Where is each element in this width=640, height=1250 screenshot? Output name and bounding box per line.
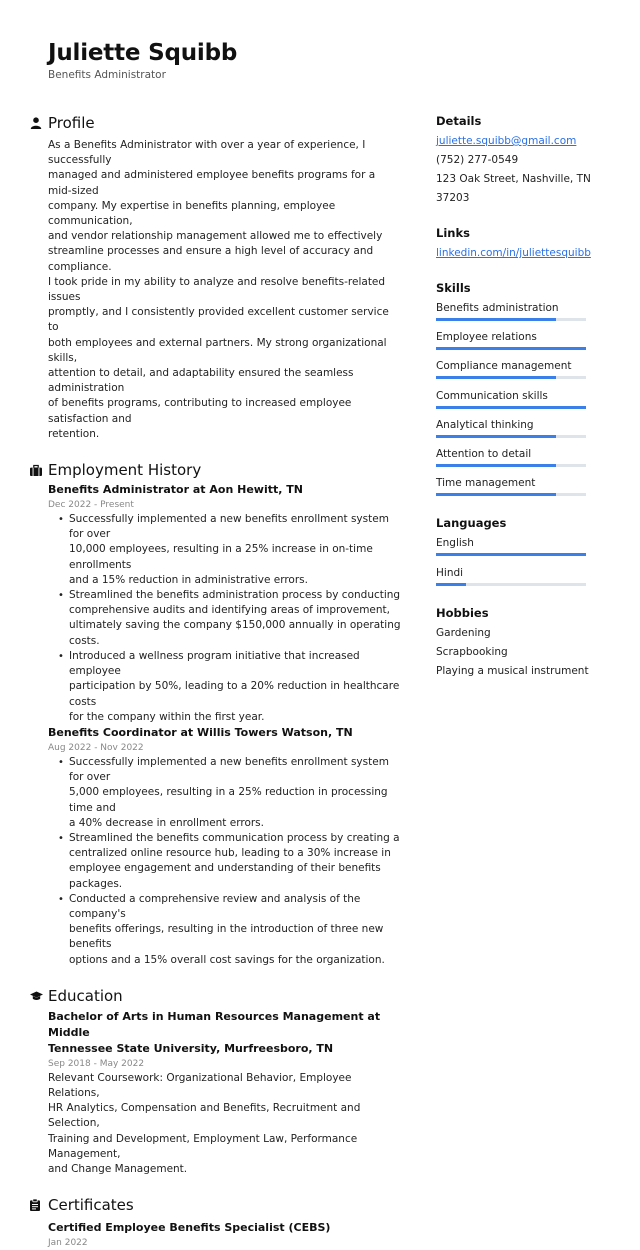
- degree-title-line-2: Tennessee State University, Murfreesboro, TN: [48, 1041, 334, 1055]
- language-label: English: [436, 537, 474, 550]
- skill-level-bar: [436, 406, 586, 409]
- job-bullet-line: benefits offerings, resulting in the introduction of three new benefits: [69, 923, 384, 951]
- education-heading: [30, 985, 402, 1007]
- profile-line: As a Benefits Administrator with over a year of experience, I successfully: [48, 139, 366, 167]
- job-bullet: [58, 649, 402, 725]
- skill-label: Attention to detail: [436, 447, 532, 460]
- person-icon: [30, 116, 48, 130]
- clipboard-icon: [30, 1198, 48, 1212]
- job-bullet: [58, 755, 402, 831]
- job-bullet-line: • Streamlined the benefits communication process by creating a: [69, 831, 400, 844]
- profile-line: promptly, and I consistently provided excellent customer service to: [48, 306, 389, 334]
- job-bullets: [58, 512, 402, 725]
- job-bullet: [58, 831, 402, 892]
- email-link[interactable]: juliette.squibb@gmail.com: [436, 135, 577, 147]
- skill-label: Communication skills: [436, 389, 548, 402]
- certificate-entry: [48, 1220, 402, 1250]
- job-bullet-line: • Introduced a wellness program initiative that increased employee: [69, 649, 360, 678]
- profile-heading-text: Profile: [48, 114, 95, 132]
- job-bullets: [58, 755, 402, 968]
- job-bullet-line: participation by 50%, leading to a 20% reduction in healthcare costs: [69, 680, 400, 708]
- profile-heading: [30, 112, 402, 134]
- skill-item: [436, 416, 616, 445]
- job-bullet-line: employee engagement and understanding of their benefits packages.: [69, 862, 381, 890]
- phone-number: (752) 277-0549: [436, 154, 519, 166]
- skill-label: Analytical thinking: [436, 418, 534, 431]
- job-bullet: [58, 588, 402, 649]
- education-description: [48, 1071, 402, 1177]
- job-bullet-line: • Conducted a comprehensive review and analysis of the company's: [69, 892, 361, 920]
- job-bullet-line: options and a 15% overall cost savings for the organization.: [69, 953, 385, 966]
- candidate-title: Benefits Administrator: [48, 69, 166, 81]
- hobbies-list: [436, 624, 616, 681]
- details-section: [436, 112, 616, 208]
- job-bullet-line: comprehensive audits and identifying areas of improvement,: [69, 604, 390, 617]
- profile-line: and vendor relationship management allowed me to effectively: [48, 230, 383, 243]
- certificates-heading: [30, 1194, 402, 1216]
- skill-item: [436, 387, 616, 416]
- employment-heading: [30, 459, 402, 481]
- profile-text: [48, 138, 402, 442]
- job-dates: Aug 2022 - Nov 2022: [48, 742, 144, 753]
- certificates-section: [30, 1194, 402, 1250]
- education-line: HR Analytics, Compensation and Benefits, Recruitment and Selection,: [48, 1102, 361, 1130]
- degree-title-line-1: Bachelor of Arts in Human Resources Management at Middle: [48, 1009, 381, 1039]
- skill-item: [436, 357, 616, 386]
- skills-section: [436, 280, 616, 503]
- skill-level-bar: [436, 376, 586, 379]
- skill-item: [436, 328, 616, 357]
- certificates-heading-text: Certificates: [48, 1196, 134, 1215]
- profile-line: I took pride in my ability to analyze and resolve benefits-related issues: [48, 275, 386, 304]
- education-entry: [48, 1009, 402, 1177]
- skill-item: [436, 474, 616, 503]
- skill-level-fill: [436, 435, 556, 438]
- jobs-list: [48, 482, 402, 968]
- skill-item: [436, 299, 616, 328]
- details-heading: Details: [436, 114, 482, 128]
- sidebar-column: [436, 112, 616, 681]
- language-item: [436, 534, 616, 563]
- education-line: Training and Development, Employment Law, Performance Management,: [48, 1132, 358, 1160]
- skill-level-fill: [436, 376, 556, 379]
- employment-heading-text: Employment History: [48, 461, 202, 480]
- profile-line: both employees and external partners. My strong organizational skills,: [48, 336, 387, 364]
- skill-level-fill: [436, 493, 556, 496]
- job-bullet-line: for the company within the first year.: [69, 710, 265, 723]
- job-title: Benefits Coordinator at Willis Towers Watson, TN: [48, 725, 353, 739]
- education-dates: Sep 2018 - May 2022: [48, 1058, 145, 1069]
- hobby-item: Gardening: [436, 626, 491, 639]
- job-bullet-line: centralized online resource hub, leading to a 30% increase in: [69, 847, 391, 860]
- skill-level-fill: [436, 464, 556, 467]
- candidate-name: Juliette Squibb: [48, 40, 238, 66]
- profile-section: [30, 112, 402, 442]
- job-bullet-line: • Successfully implemented a new benefits enrollment system for over: [69, 755, 389, 784]
- skill-label: Benefits administration: [436, 302, 559, 314]
- skill-level-fill: [436, 406, 586, 409]
- linkedin-link[interactable]: linkedin.com/in/juliettesquibb: [436, 247, 591, 259]
- skill-level-bar: [436, 464, 586, 467]
- address: 123 Oak Street, Nashville, TN 37203: [436, 173, 591, 204]
- education-line: Relevant Coursework: Organizational Behavior, Employee Relations,: [48, 1071, 352, 1099]
- employment-section: [30, 459, 402, 968]
- profile-line: streamline processes and ensure a high level of accuracy and compliance.: [48, 245, 374, 273]
- language-level-bar: [436, 553, 586, 556]
- job-entry: [48, 482, 402, 725]
- skill-level-bar: [436, 493, 586, 496]
- language-label: Hindi: [436, 566, 464, 579]
- skill-level-bar: [436, 318, 586, 321]
- skill-level-bar: [436, 347, 586, 350]
- languages-heading: Languages: [436, 516, 507, 531]
- job-bullet-line: ultimately saving the company $150,000 annually in operating costs.: [69, 619, 401, 647]
- job-bullet-line: a 40% decrease in enrollment errors.: [69, 816, 264, 829]
- links-section: [436, 225, 616, 263]
- profile-line: of benefits programs, contributing to increased employee satisfaction and: [48, 397, 352, 425]
- main-column: [30, 112, 402, 1250]
- skill-level-bar: [436, 435, 586, 438]
- profile-line: company. My expertise in benefits planning, employee communication,: [48, 199, 336, 228]
- language-item: [436, 564, 616, 593]
- job-title: Benefits Administrator at Aon Hewitt, TN: [48, 483, 303, 497]
- job-bullet-line: 10,000 employees, resulting in a 25% increase in on-time enrollments: [69, 543, 373, 571]
- skill-label: Compliance management: [436, 360, 572, 373]
- resume-header: [48, 38, 237, 82]
- language-level-bar: [436, 583, 586, 586]
- certificate-date: Jan 2022: [48, 1238, 88, 1249]
- hobby-item: Playing a musical instrument: [436, 664, 589, 677]
- job-bullet-line: 5,000 employees, resulting in a 25% reduction in processing time and: [69, 786, 388, 814]
- job-bullet: [58, 892, 402, 968]
- skills-heading: Skills: [436, 281, 471, 295]
- hobbies-heading: Hobbies: [436, 605, 489, 620]
- job-bullet-line: and a 15% reduction in administrative errors.: [69, 573, 308, 586]
- profile-line: attention to detail, and adaptability ensured the seamless administration: [48, 367, 354, 395]
- links-heading: Links: [436, 226, 470, 240]
- job-bullet: [58, 512, 402, 588]
- profile-line: retention.: [48, 427, 100, 440]
- languages-section: [436, 515, 616, 592]
- briefcase-icon: [30, 463, 48, 477]
- hobby-item: Scrapbooking: [436, 645, 508, 658]
- skill-label: Employee relations: [436, 331, 537, 344]
- education-section: [30, 985, 402, 1177]
- skill-level-fill: [436, 318, 556, 321]
- skill-label: Time management: [436, 477, 536, 490]
- education-heading-text: Education: [48, 986, 123, 1005]
- education-line: and Change Management.: [48, 1162, 188, 1175]
- hobbies-section: [436, 605, 616, 681]
- skills-list: [436, 299, 616, 503]
- graduation-cap-icon: [30, 989, 48, 1003]
- profile-line: managed and administered employee benefits programs for a mid-sized: [48, 169, 376, 197]
- job-bullet-line: • Streamlined the benefits administration process by conducting: [69, 589, 401, 602]
- job-bullet-line: • Successfully implemented a new benefits enrollment system for over: [69, 513, 389, 541]
- languages-list: [436, 534, 616, 592]
- skill-item: [436, 445, 616, 474]
- job-entry: [48, 725, 402, 968]
- language-level-fill: [436, 553, 586, 556]
- skill-level-fill: [436, 347, 586, 350]
- job-dates: Dec 2022 - Present: [48, 500, 134, 511]
- language-level-fill: [436, 583, 466, 586]
- certificate-title: Certified Employee Benefits Specialist (CEBS): [48, 1221, 331, 1235]
